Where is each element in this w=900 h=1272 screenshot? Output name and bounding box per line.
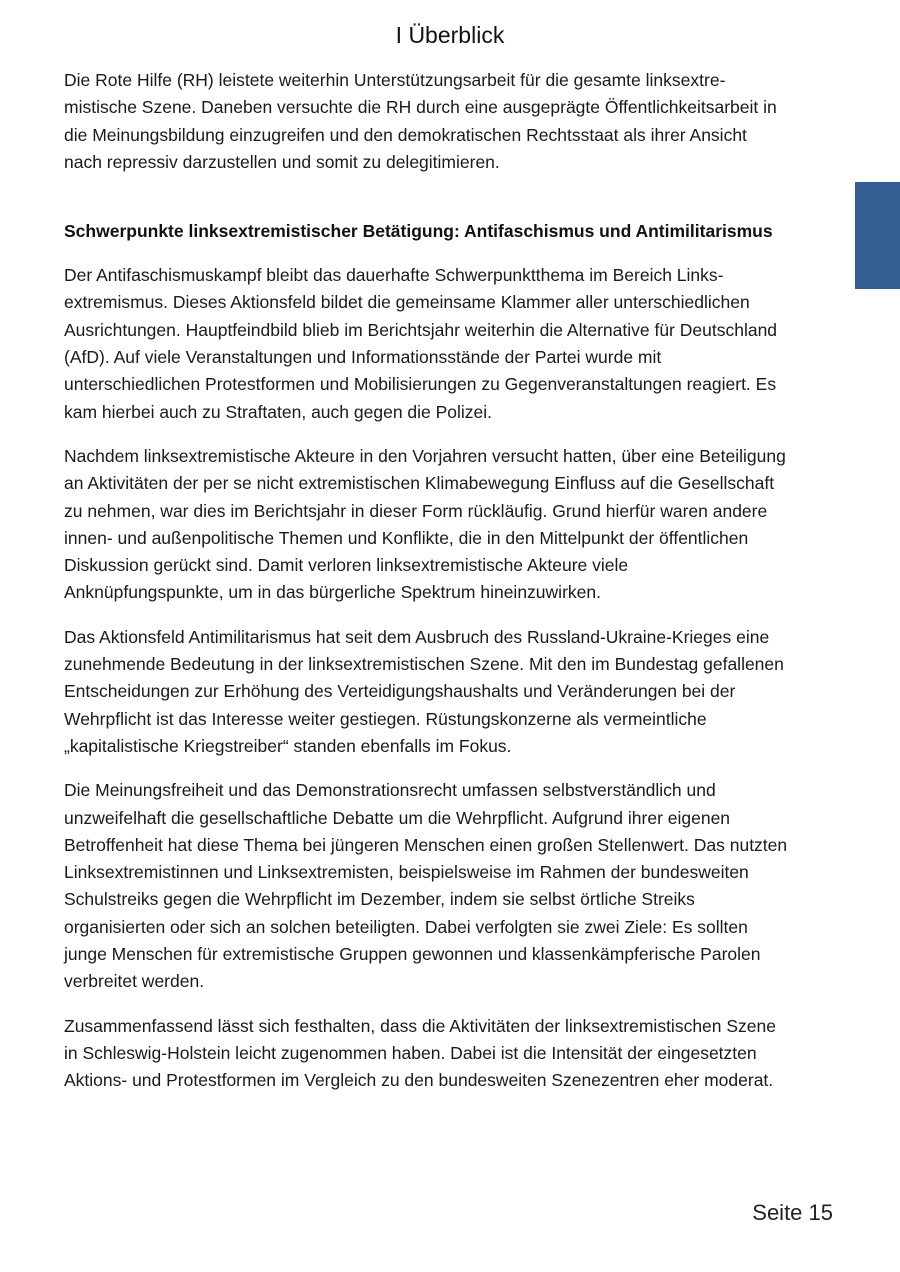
page-number: Seite 15 [752, 1200, 833, 1225]
body-paragraph-5: Zusammenfassend lässt sich festhalten, dass die Aktivitäten der linksextremistischen Szene in Schleswig-Holstein leicht zugenommen haben. Dabei ist die Intensität der eingesetzten Aktions- und Protestformen im Vergleich zu den bundesweiten Szenezentren eher moderat. [64, 1015, 777, 1091]
main-content [64, 67, 789, 1095]
body-paragraph-3: Das Aktionsfeld Antimilitarismus hat seit dem Ausbruch des Russland-Ukraine-Krieges eine zunehmende Bedeutung in der linksextremistischen Szene. Mit den im Bundestag gefallenen Entscheidungen zur Erhöhung des Verteidigungshaushalts und Veränderungen bei der Wehrpflicht ist das Interesse weiter gestiegen. Rüstungskonzerne als vermeintliche „kapitalistische Kriegstreiber“ standen ebenfalls im Fokus. [64, 626, 784, 756]
body-paragraph-2: Nachdem linksextremistische Akteure in den Vorjahren versucht hatten, über eine Beteiligung an Aktivitäten der per se nicht extremistischen Klimabewegung Einfluss auf die Gesellschaft zu nehmen, war dies im Berichtsjahr in dieser Form rückläufig. Grund hierfür waren andere innen- und außenpolitische Themen und Konflikte, die in den Mittelpunkt der öffentlichen Diskussion gerückt sind. Damit verloren linksextremistische Akteure viele Anknüpfungspunkte, um in das bürgerliche Spektrum hineinzuwirken. [64, 445, 786, 603]
body-paragraph-4: Die Meinungsfreiheit und das Demonstrationsrecht umfassen selbstverständlich und unzweifelhaft die gesellschaftliche Debatte um die Wehrpflicht. Aufgrund ihrer eigenen Betroffenheit hat diese Thema bei jüngeren Menschen einen großen Stellenwert. Das nutzten Linksextremistinnen und Linksextremisten, beispielsweise im Rahmen der bundesweiten Schulstreiks gegen die Wehrpflicht im Dezember, indem sie selbst örtliche Streiks organisierten oder sich an solchen beteiligten. Dabei verfolgten sie zwei Ziele: Es sollten junge Menschen für extremistische Gruppen gewonnen und klassenkämpferische Parolen verbreitet werden. [64, 780, 788, 992]
page-title: I Überblick [395, 22, 505, 48]
body-paragraph-1: Der Antifaschismuskampf bleibt das dauerhafte Schwerpunktthema im Bereich Linksextremismus. Dieses Aktionsfeld bildet die gemeinsame Klammer aller unterschiedlichen Ausrichtungen. Hauptfeindbild blieb im Berichtsjahr weiterhin die Alternative für Deutschland (AfD). Auf viele Veranstaltungen und Informationsstände der Partei wurde mit unterschiedlichen Protestformen und Mobilisierungen zu Gegenveranstaltungen reagiert. Es kam hierbei auch zu Straftaten, auch gegen die Polizei. [64, 265, 778, 422]
chapter-tab-marker [855, 182, 900, 289]
section-heading: Schwerpunkte linksextremistischer Betätigung: Antifaschismus und Antimilitarismus [64, 221, 773, 242]
intro-paragraph: Die Rote Hilfe (RH) leistete weiterhin Unterstützungsarbeit für die gesamte linksextremistische Szene. Daneben versuchte die RH durch eine ausgeprägte Öffentlichkeitsarbeit in die Meinungsbildung einzugreifen und den demokratischen Rechtsstaat als ihrer Ansicht nach repressiv darzustellen und somit zu delegitimieren. [64, 70, 777, 172]
